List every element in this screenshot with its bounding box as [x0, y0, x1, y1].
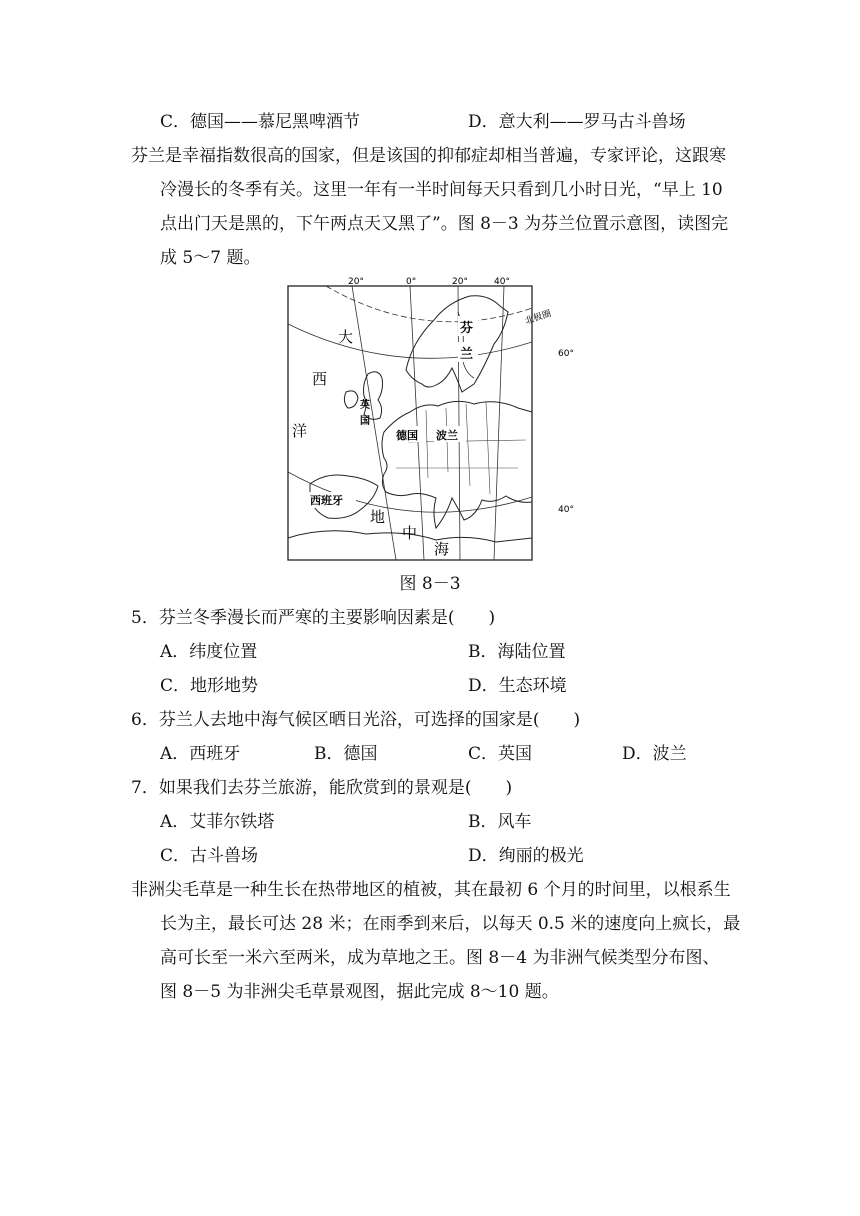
label-mediterranean: 中 [402, 524, 418, 542]
lon-label: 40° [494, 277, 510, 287]
question-7-stem: 7．如果我们去芬兰旅游，能欣赏到的景观是( ) [131, 778, 513, 798]
label-mediterranean: 地 [370, 508, 386, 526]
label-finland: 兰 [460, 347, 474, 362]
q7-option-d: D．绚丽的极光 [468, 846, 584, 866]
europe-map-figure [286, 272, 586, 564]
meridian-line [494, 286, 504, 560]
q6-option-c: C．英国 [468, 744, 533, 764]
britain-outline [364, 372, 383, 420]
scandinavia-outline [406, 296, 508, 392]
ireland-outline [344, 391, 358, 408]
q7-option-b: B．风车 [468, 812, 532, 832]
label-spain: 西班牙 [310, 494, 343, 507]
q5-option-a: A．纬度位置 [160, 642, 258, 662]
country-borders [396, 402, 526, 494]
q7-option-a: A．艾菲尔铁塔 [160, 812, 275, 832]
label-atlantic: 洋 [292, 422, 308, 440]
lon-label: 20° [452, 277, 468, 287]
passage-line: 芬兰是幸福指数很高的国家，但是该国的抑郁症却相当普遍，专家评论，这跟寒 [131, 146, 726, 166]
label-atlantic: 大 [338, 328, 354, 346]
q6-option-b: B．德国 [314, 744, 378, 764]
figure-caption: 图 8－3 [399, 574, 461, 594]
passage-line: 非洲尖毛草是一种生长在热带地区的植被，其在最初 6 个月的时间里，以根系生 [131, 880, 731, 900]
passage-line: 成 5～7 题。 [160, 248, 261, 268]
meridian-line [410, 286, 424, 560]
passage-line: 长为主，最长可达 28 米；在雨季到来后，以每天 0.5 米的速度向上疯长，最 [160, 914, 741, 934]
label-mediterranean: 海 [434, 540, 450, 558]
lat-label: 40° [558, 505, 574, 515]
q5-option-d: D．生态环境 [468, 676, 567, 696]
q7-option-c: C．古斗兽场 [160, 846, 259, 866]
q5-option-c: C．地形地势 [160, 676, 259, 696]
label-atlantic: 西 [312, 370, 328, 388]
option-c-prev: C．德国——慕尼黑啤酒节 [160, 112, 361, 132]
label-poland: 波兰 [436, 429, 458, 442]
label-uk: 国 [360, 416, 370, 427]
arctic-circle-label: 北极圈 [523, 308, 553, 327]
q6-option-d: D．波兰 [622, 744, 687, 764]
continent-outline [382, 401, 532, 528]
option-d-prev: D．意大利——罗马古斗兽场 [468, 112, 686, 132]
passage-line: 点出门天是黑的，下午两点天又黑了”。图 8－3 为芬兰位置示意图，读图完 [160, 214, 729, 234]
parallel-60-line [288, 324, 532, 358]
question-6-stem: 6．芬兰人去地中海气候区晒日光浴，可选择的国家是( ) [131, 710, 581, 730]
label-finland: 芬 [460, 321, 474, 336]
europe-map [286, 272, 586, 564]
passage-line: 图 8－5 为非洲尖毛草景观图，据此完成 8～10 题。 [160, 982, 559, 1002]
label-germany: 德国 [396, 429, 418, 442]
lat-label: 60° [558, 349, 574, 359]
q6-option-a: A．西班牙 [160, 744, 241, 764]
lon-label: 20° [348, 277, 364, 287]
q5-option-b: B．海陆位置 [468, 642, 566, 662]
label-uk: 英 [360, 400, 370, 411]
lon-label: 0° [406, 277, 417, 287]
passage-line: 冷漫长的冬季有关。这里一年有一半时间每天只看到几小时日光，“早上 10 [160, 180, 723, 200]
passage-line: 高可长至一米六至两米，成为草地之王。图 8－4 为非洲气候类型分布图、 [160, 948, 720, 968]
question-5-stem: 5．芬兰冬季漫长而严寒的主要影响因素是( ) [131, 608, 496, 628]
